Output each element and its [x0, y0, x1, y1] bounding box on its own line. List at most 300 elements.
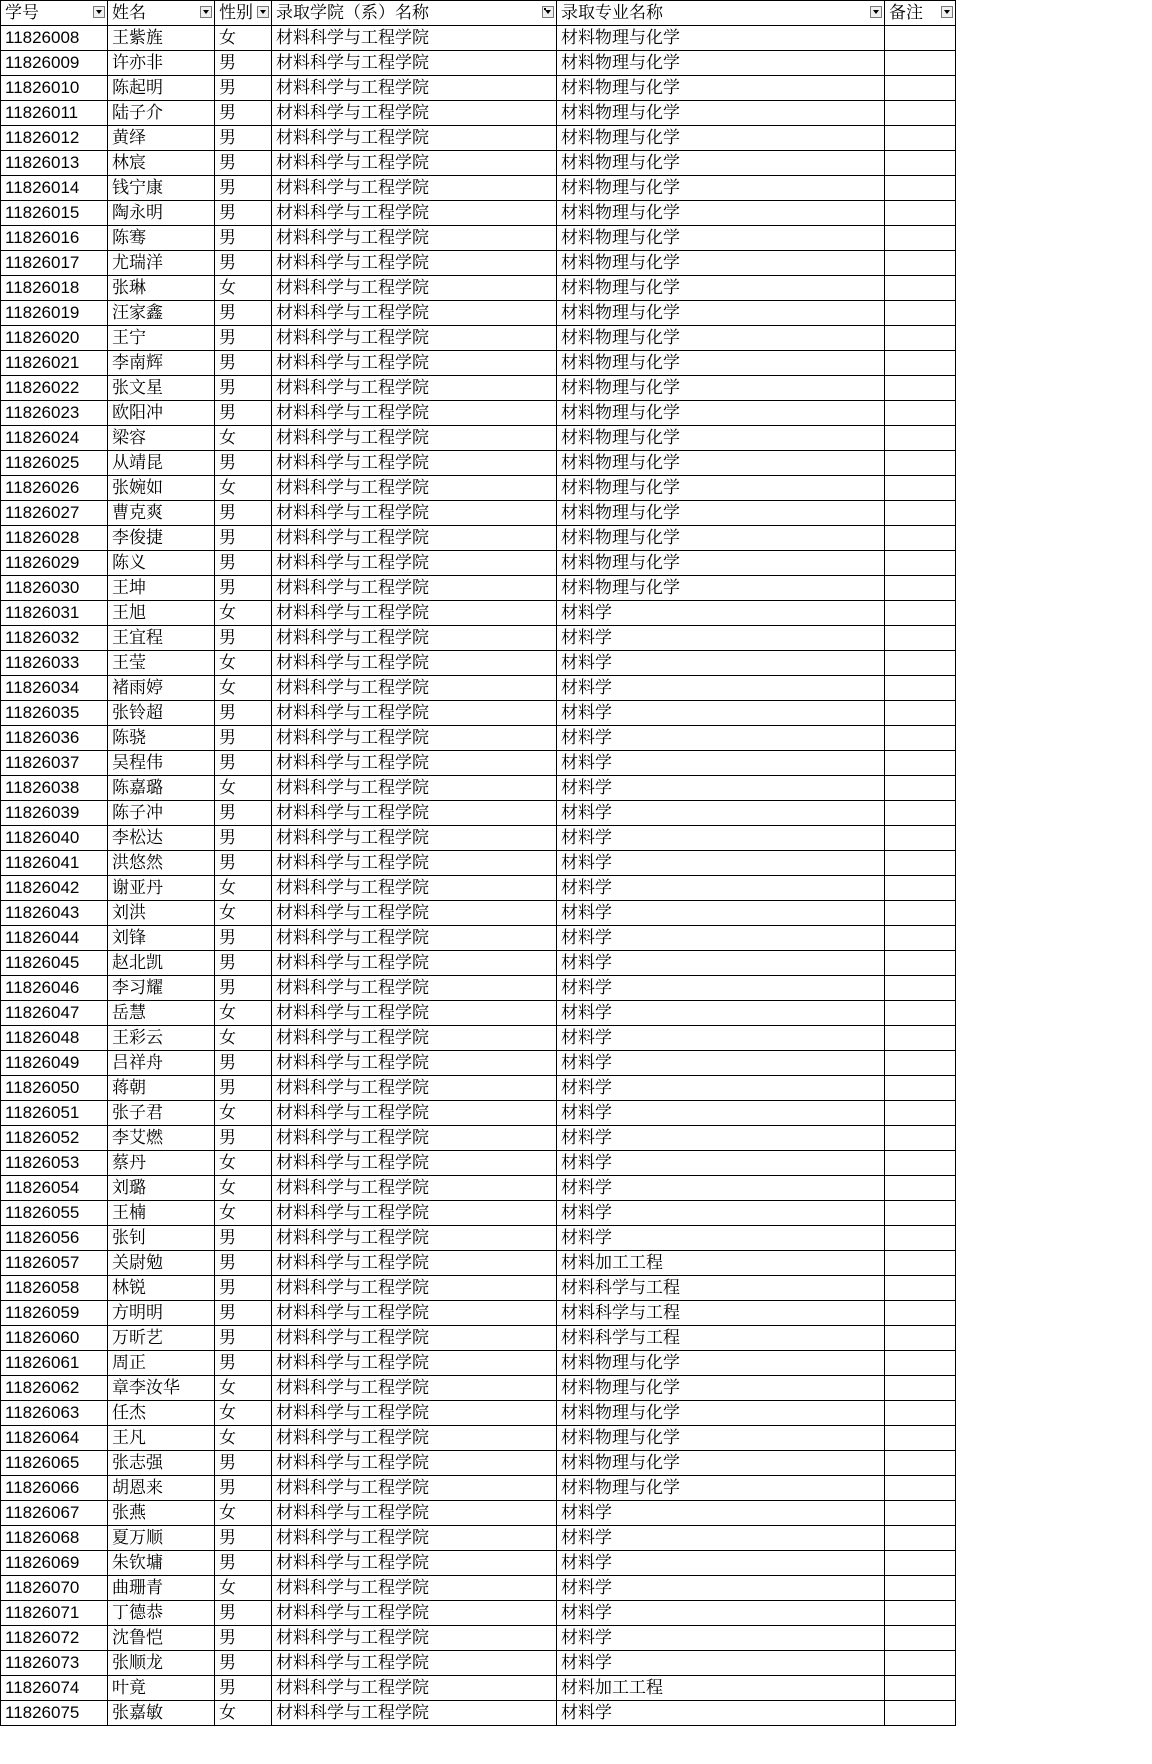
cell-gender[interactable]: 男: [215, 1126, 272, 1151]
cell-student-id[interactable]: 11826059: [1, 1301, 108, 1326]
cell-gender[interactable]: 女: [215, 1026, 272, 1051]
cell-remarks[interactable]: [885, 526, 956, 551]
cell-student-id[interactable]: 11826049: [1, 1051, 108, 1076]
cell-student-id[interactable]: 11826067: [1, 1501, 108, 1526]
cell-college[interactable]: 材料科学与工程学院: [272, 976, 557, 1001]
cell-gender[interactable]: 男: [215, 1076, 272, 1101]
cell-name[interactable]: 洪悠然: [108, 851, 215, 876]
cell-college[interactable]: 材料科学与工程学院: [272, 651, 557, 676]
cell-name[interactable]: 钱宁康: [108, 176, 215, 201]
cell-remarks[interactable]: [885, 1051, 956, 1076]
cell-name[interactable]: 王旭: [108, 601, 215, 626]
cell-remarks[interactable]: [885, 1201, 956, 1226]
cell-gender[interactable]: 男: [215, 576, 272, 601]
cell-college[interactable]: 材料科学与工程学院: [272, 1251, 557, 1276]
cell-student-id[interactable]: 11826055: [1, 1201, 108, 1226]
cell-name[interactable]: 王紫旌: [108, 26, 215, 51]
cell-gender[interactable]: 女: [215, 1176, 272, 1201]
cell-student-id[interactable]: 11826024: [1, 426, 108, 451]
cell-major[interactable]: 材料学: [557, 1601, 885, 1626]
cell-major[interactable]: 材料科学与工程: [557, 1326, 885, 1351]
cell-major[interactable]: 材料物理与化学: [557, 426, 885, 451]
cell-name[interactable]: 李艾燃: [108, 1126, 215, 1151]
cell-name[interactable]: 刘锋: [108, 926, 215, 951]
cell-major[interactable]: 材料物理与化学: [557, 526, 885, 551]
cell-remarks[interactable]: [885, 426, 956, 451]
cell-college[interactable]: 材料科学与工程学院: [272, 901, 557, 926]
cell-remarks[interactable]: [885, 201, 956, 226]
cell-major[interactable]: 材料物理与化学: [557, 1401, 885, 1426]
cell-student-id[interactable]: 11826074: [1, 1676, 108, 1701]
cell-college[interactable]: 材料科学与工程学院: [272, 1551, 557, 1576]
cell-college[interactable]: 材料科学与工程学院: [272, 1176, 557, 1201]
cell-name[interactable]: 李习耀: [108, 976, 215, 1001]
cell-gender[interactable]: 男: [215, 751, 272, 776]
cell-college[interactable]: 材料科学与工程学院: [272, 251, 557, 276]
cell-name[interactable]: 关尉勉: [108, 1251, 215, 1276]
cell-major[interactable]: 材料物理与化学: [557, 1351, 885, 1376]
cell-college[interactable]: 材料科学与工程学院: [272, 276, 557, 301]
cell-student-id[interactable]: 11826069: [1, 1551, 108, 1576]
cell-student-id[interactable]: 11826037: [1, 751, 108, 776]
cell-remarks[interactable]: [885, 626, 956, 651]
cell-major[interactable]: 材料物理与化学: [557, 76, 885, 101]
cell-major[interactable]: 材料学: [557, 1176, 885, 1201]
cell-student-id[interactable]: 11826043: [1, 901, 108, 926]
cell-student-id[interactable]: 11826015: [1, 201, 108, 226]
cell-student-id[interactable]: 11826027: [1, 501, 108, 526]
cell-college[interactable]: 材料科学与工程学院: [272, 1126, 557, 1151]
cell-major[interactable]: 材料科学与工程: [557, 1276, 885, 1301]
cell-remarks[interactable]: [885, 826, 956, 851]
cell-name[interactable]: 张燕: [108, 1501, 215, 1526]
cell-college[interactable]: 材料科学与工程学院: [272, 451, 557, 476]
cell-major[interactable]: 材料物理与化学: [557, 51, 885, 76]
cell-college[interactable]: 材料科学与工程学院: [272, 1401, 557, 1426]
cell-name[interactable]: 张文星: [108, 376, 215, 401]
cell-name[interactable]: 朱钦墉: [108, 1551, 215, 1576]
cell-college[interactable]: 材料科学与工程学院: [272, 476, 557, 501]
cell-student-id[interactable]: 11826068: [1, 1526, 108, 1551]
cell-remarks[interactable]: [885, 1001, 956, 1026]
cell-student-id[interactable]: 11826071: [1, 1601, 108, 1626]
cell-student-id[interactable]: 11826052: [1, 1126, 108, 1151]
cell-name[interactable]: 张婉如: [108, 476, 215, 501]
cell-name[interactable]: 张嘉敏: [108, 1701, 215, 1726]
cell-major[interactable]: 材料学: [557, 626, 885, 651]
cell-student-id[interactable]: 11826046: [1, 976, 108, 1001]
cell-major[interactable]: 材料物理与化学: [557, 301, 885, 326]
cell-major[interactable]: 材料学: [557, 901, 885, 926]
cell-college[interactable]: 材料科学与工程学院: [272, 1301, 557, 1326]
cell-student-id[interactable]: 11826023: [1, 401, 108, 426]
cell-remarks[interactable]: [885, 176, 956, 201]
cell-remarks[interactable]: [885, 51, 956, 76]
cell-college[interactable]: 材料科学与工程学院: [272, 1001, 557, 1026]
cell-name[interactable]: 曹克爽: [108, 501, 215, 526]
cell-gender[interactable]: 男: [215, 226, 272, 251]
cell-name[interactable]: 蔡丹: [108, 1151, 215, 1176]
cell-college[interactable]: 材料科学与工程学院: [272, 1451, 557, 1476]
filter-active-icon[interactable]: [542, 6, 554, 18]
filter-dropdown-icon[interactable]: [870, 6, 882, 18]
cell-major[interactable]: 材料学: [557, 601, 885, 626]
cell-name[interactable]: 欧阳冲: [108, 401, 215, 426]
cell-major[interactable]: 材料物理与化学: [557, 26, 885, 51]
cell-name[interactable]: 陆子介: [108, 101, 215, 126]
cell-major[interactable]: 材料物理与化学: [557, 376, 885, 401]
cell-remarks[interactable]: [885, 1476, 956, 1501]
cell-college[interactable]: 材料科学与工程学院: [272, 501, 557, 526]
cell-college[interactable]: 材料科学与工程学院: [272, 676, 557, 701]
cell-major[interactable]: 材料学: [557, 1651, 885, 1676]
cell-major[interactable]: 材料学: [557, 976, 885, 1001]
cell-major[interactable]: 材料物理与化学: [557, 226, 885, 251]
cell-remarks[interactable]: [885, 1501, 956, 1526]
cell-remarks[interactable]: [885, 576, 956, 601]
cell-major[interactable]: 材料学: [557, 701, 885, 726]
cell-major[interactable]: 材料物理与化学: [557, 351, 885, 376]
cell-remarks[interactable]: [885, 601, 956, 626]
cell-major[interactable]: 材料学: [557, 926, 885, 951]
cell-name[interactable]: 从靖昆: [108, 451, 215, 476]
cell-student-id[interactable]: 11826044: [1, 926, 108, 951]
cell-name[interactable]: 谢亚丹: [108, 876, 215, 901]
cell-student-id[interactable]: 11826041: [1, 851, 108, 876]
cell-student-id[interactable]: 11826048: [1, 1026, 108, 1051]
cell-major[interactable]: 材料学: [557, 1576, 885, 1601]
cell-gender[interactable]: 男: [215, 826, 272, 851]
cell-college[interactable]: 材料科学与工程学院: [272, 1526, 557, 1551]
cell-major[interactable]: 材料物理与化学: [557, 401, 885, 426]
cell-college[interactable]: 材料科学与工程学院: [272, 101, 557, 126]
cell-gender[interactable]: 男: [215, 1276, 272, 1301]
cell-major[interactable]: 材料物理与化学: [557, 551, 885, 576]
cell-name[interactable]: 夏万顺: [108, 1526, 215, 1551]
cell-major[interactable]: 材料科学与工程: [557, 1301, 885, 1326]
cell-student-id[interactable]: 11826013: [1, 151, 108, 176]
cell-major[interactable]: 材料学: [557, 1001, 885, 1026]
cell-name[interactable]: 沈鲁恺: [108, 1626, 215, 1651]
cell-remarks[interactable]: [885, 676, 956, 701]
cell-student-id[interactable]: 11826036: [1, 726, 108, 751]
cell-college[interactable]: 材料科学与工程学院: [272, 1651, 557, 1676]
cell-college[interactable]: 材料科学与工程学院: [272, 626, 557, 651]
cell-remarks[interactable]: [885, 1676, 956, 1701]
cell-remarks[interactable]: [885, 751, 956, 776]
cell-college[interactable]: 材料科学与工程学院: [272, 876, 557, 901]
cell-major[interactable]: 材料学: [557, 676, 885, 701]
cell-student-id[interactable]: 11826011: [1, 101, 108, 126]
cell-name[interactable]: 许亦非: [108, 51, 215, 76]
cell-remarks[interactable]: [885, 1126, 956, 1151]
cell-college[interactable]: 材料科学与工程学院: [272, 51, 557, 76]
cell-college[interactable]: 材料科学与工程学院: [272, 1326, 557, 1351]
cell-college[interactable]: 材料科学与工程学院: [272, 801, 557, 826]
cell-gender[interactable]: 女: [215, 776, 272, 801]
cell-remarks[interactable]: [885, 1276, 956, 1301]
cell-gender[interactable]: 男: [215, 976, 272, 1001]
cell-gender[interactable]: 女: [215, 1501, 272, 1526]
cell-gender[interactable]: 男: [215, 501, 272, 526]
cell-major[interactable]: 材料学: [557, 826, 885, 851]
cell-college[interactable]: 材料科学与工程学院: [272, 851, 557, 876]
cell-gender[interactable]: 男: [215, 1451, 272, 1476]
cell-remarks[interactable]: [885, 1176, 956, 1201]
cell-remarks[interactable]: [885, 76, 956, 101]
cell-remarks[interactable]: [885, 1651, 956, 1676]
cell-name[interactable]: 章李汝华: [108, 1376, 215, 1401]
cell-student-id[interactable]: 11826031: [1, 601, 108, 626]
cell-gender[interactable]: 男: [215, 201, 272, 226]
cell-gender[interactable]: 男: [215, 726, 272, 751]
cell-name[interactable]: 张志强: [108, 1451, 215, 1476]
cell-college[interactable]: 材料科学与工程学院: [272, 776, 557, 801]
cell-student-id[interactable]: 11826017: [1, 251, 108, 276]
cell-major[interactable]: 材料学: [557, 1101, 885, 1126]
cell-remarks[interactable]: [885, 1551, 956, 1576]
cell-remarks[interactable]: [885, 26, 956, 51]
cell-student-id[interactable]: 11826050: [1, 1076, 108, 1101]
cell-major[interactable]: 材料学: [557, 1226, 885, 1251]
cell-remarks[interactable]: [885, 801, 956, 826]
cell-major[interactable]: 材料学: [557, 1201, 885, 1226]
cell-college[interactable]: 材料科学与工程学院: [272, 326, 557, 351]
cell-student-id[interactable]: 11826009: [1, 51, 108, 76]
cell-remarks[interactable]: [885, 1426, 956, 1451]
cell-name[interactable]: 胡恩来: [108, 1476, 215, 1501]
cell-student-id[interactable]: 11826035: [1, 701, 108, 726]
cell-remarks[interactable]: [885, 1251, 956, 1276]
cell-remarks[interactable]: [885, 901, 956, 926]
cell-college[interactable]: 材料科学与工程学院: [272, 826, 557, 851]
cell-remarks[interactable]: [885, 301, 956, 326]
cell-college[interactable]: 材料科学与工程学院: [272, 376, 557, 401]
cell-name[interactable]: 岳慧: [108, 1001, 215, 1026]
cell-student-id[interactable]: 11826065: [1, 1451, 108, 1476]
cell-student-id[interactable]: 11826054: [1, 1176, 108, 1201]
cell-gender[interactable]: 女: [215, 901, 272, 926]
cell-gender[interactable]: 男: [215, 1601, 272, 1626]
cell-student-id[interactable]: 11826042: [1, 876, 108, 901]
cell-major[interactable]: 材料物理与化学: [557, 201, 885, 226]
cell-name[interactable]: 张顺龙: [108, 1651, 215, 1676]
cell-gender[interactable]: 男: [215, 1676, 272, 1701]
cell-college[interactable]: 材料科学与工程学院: [272, 151, 557, 176]
cell-student-id[interactable]: 11826022: [1, 376, 108, 401]
cell-remarks[interactable]: [885, 1526, 956, 1551]
cell-remarks[interactable]: [885, 1351, 956, 1376]
cell-remarks[interactable]: [885, 951, 956, 976]
cell-major[interactable]: 材料学: [557, 1626, 885, 1651]
cell-college[interactable]: 材料科学与工程学院: [272, 126, 557, 151]
cell-college[interactable]: 材料科学与工程学院: [272, 1051, 557, 1076]
cell-student-id[interactable]: 11826062: [1, 1376, 108, 1401]
cell-remarks[interactable]: [885, 1451, 956, 1476]
cell-college[interactable]: 材料科学与工程学院: [272, 1701, 557, 1726]
filter-dropdown-icon[interactable]: [200, 6, 212, 18]
cell-gender[interactable]: 男: [215, 1051, 272, 1076]
cell-college[interactable]: 材料科学与工程学院: [272, 426, 557, 451]
cell-remarks[interactable]: [885, 326, 956, 351]
cell-name[interactable]: 叶竟: [108, 1676, 215, 1701]
cell-college[interactable]: 材料科学与工程学院: [272, 726, 557, 751]
cell-remarks[interactable]: [885, 1401, 956, 1426]
cell-major[interactable]: 材料物理与化学: [557, 1426, 885, 1451]
cell-major[interactable]: 材料学: [557, 801, 885, 826]
cell-major[interactable]: 材料学: [557, 876, 885, 901]
cell-college[interactable]: 材料科学与工程学院: [272, 1376, 557, 1401]
cell-gender[interactable]: 男: [215, 951, 272, 976]
cell-major[interactable]: 材料物理与化学: [557, 326, 885, 351]
cell-gender[interactable]: 男: [215, 551, 272, 576]
cell-name[interactable]: 蒋朝: [108, 1076, 215, 1101]
cell-student-id[interactable]: 11826056: [1, 1226, 108, 1251]
cell-major[interactable]: 材料学: [557, 1076, 885, 1101]
cell-gender[interactable]: 男: [215, 526, 272, 551]
filter-dropdown-icon[interactable]: [93, 6, 105, 18]
cell-major[interactable]: 材料物理与化学: [557, 126, 885, 151]
cell-gender[interactable]: 男: [215, 51, 272, 76]
cell-student-id[interactable]: 11826020: [1, 326, 108, 351]
cell-name[interactable]: 丁德恭: [108, 1601, 215, 1626]
cell-remarks[interactable]: [885, 976, 956, 1001]
cell-student-id[interactable]: 11826047: [1, 1001, 108, 1026]
cell-gender[interactable]: 男: [215, 626, 272, 651]
cell-major[interactable]: 材料学: [557, 1026, 885, 1051]
cell-major[interactable]: 材料学: [557, 651, 885, 676]
cell-college[interactable]: 材料科学与工程学院: [272, 401, 557, 426]
cell-student-id[interactable]: 11826072: [1, 1626, 108, 1651]
cell-student-id[interactable]: 11826019: [1, 301, 108, 326]
cell-student-id[interactable]: 11826058: [1, 1276, 108, 1301]
cell-gender[interactable]: 女: [215, 1576, 272, 1601]
cell-remarks[interactable]: [885, 1076, 956, 1101]
cell-major[interactable]: 材料学: [557, 776, 885, 801]
cell-remarks[interactable]: [885, 651, 956, 676]
cell-student-id[interactable]: 11826014: [1, 176, 108, 201]
cell-remarks[interactable]: [885, 1376, 956, 1401]
cell-major[interactable]: 材料物理与化学: [557, 251, 885, 276]
cell-name[interactable]: 褚雨婷: [108, 676, 215, 701]
cell-remarks[interactable]: [885, 351, 956, 376]
cell-college[interactable]: 材料科学与工程学院: [272, 351, 557, 376]
cell-gender[interactable]: 男: [215, 351, 272, 376]
cell-gender[interactable]: 男: [215, 851, 272, 876]
cell-student-id[interactable]: 11826039: [1, 801, 108, 826]
cell-college[interactable]: 材料科学与工程学院: [272, 926, 557, 951]
cell-name[interactable]: 陈骁: [108, 726, 215, 751]
cell-gender[interactable]: 男: [215, 1251, 272, 1276]
cell-student-id[interactable]: 11826060: [1, 1326, 108, 1351]
cell-remarks[interactable]: [885, 1151, 956, 1176]
cell-remarks[interactable]: [885, 1601, 956, 1626]
cell-college[interactable]: 材料科学与工程学院: [272, 1426, 557, 1451]
cell-name[interactable]: 刘洪: [108, 901, 215, 926]
cell-major[interactable]: 材料学: [557, 1501, 885, 1526]
cell-name[interactable]: 王莹: [108, 651, 215, 676]
cell-remarks[interactable]: [885, 126, 956, 151]
cell-college[interactable]: 材料科学与工程学院: [272, 201, 557, 226]
cell-gender[interactable]: 男: [215, 326, 272, 351]
cell-major[interactable]: 材料物理与化学: [557, 176, 885, 201]
cell-student-id[interactable]: 11826066: [1, 1476, 108, 1501]
cell-gender[interactable]: 男: [215, 1301, 272, 1326]
cell-gender[interactable]: 男: [215, 1226, 272, 1251]
cell-student-id[interactable]: 11826030: [1, 576, 108, 601]
cell-major[interactable]: 材料物理与化学: [557, 151, 885, 176]
cell-major[interactable]: 材料学: [557, 951, 885, 976]
cell-name[interactable]: 陈义: [108, 551, 215, 576]
cell-college[interactable]: 材料科学与工程学院: [272, 751, 557, 776]
cell-name[interactable]: 林宸: [108, 151, 215, 176]
cell-remarks[interactable]: [885, 151, 956, 176]
cell-major[interactable]: 材料学: [557, 1151, 885, 1176]
cell-college[interactable]: 材料科学与工程学院: [272, 1476, 557, 1501]
cell-student-id[interactable]: 11826064: [1, 1426, 108, 1451]
cell-name[interactable]: 王楠: [108, 1201, 215, 1226]
cell-student-id[interactable]: 11826018: [1, 276, 108, 301]
cell-gender[interactable]: 女: [215, 1201, 272, 1226]
cell-college[interactable]: 材料科学与工程学院: [272, 1601, 557, 1626]
cell-college[interactable]: 材料科学与工程学院: [272, 26, 557, 51]
cell-student-id[interactable]: 11826026: [1, 476, 108, 501]
cell-student-id[interactable]: 11826075: [1, 1701, 108, 1726]
cell-remarks[interactable]: [885, 101, 956, 126]
cell-college[interactable]: 材料科学与工程学院: [272, 1576, 557, 1601]
cell-college[interactable]: 材料科学与工程学院: [272, 76, 557, 101]
cell-name[interactable]: 方明明: [108, 1301, 215, 1326]
cell-gender[interactable]: 女: [215, 26, 272, 51]
cell-college[interactable]: 材料科学与工程学院: [272, 1076, 557, 1101]
cell-college[interactable]: 材料科学与工程学院: [272, 551, 557, 576]
cell-remarks[interactable]: [885, 551, 956, 576]
cell-college[interactable]: 材料科学与工程学院: [272, 601, 557, 626]
cell-gender[interactable]: 男: [215, 926, 272, 951]
cell-remarks[interactable]: [885, 251, 956, 276]
cell-name[interactable]: 李松达: [108, 826, 215, 851]
cell-gender[interactable]: 女: [215, 876, 272, 901]
cell-student-id[interactable]: 11826008: [1, 26, 108, 51]
cell-student-id[interactable]: 11826029: [1, 551, 108, 576]
cell-remarks[interactable]: [885, 701, 956, 726]
cell-student-id[interactable]: 11826045: [1, 951, 108, 976]
cell-major[interactable]: 材料物理与化学: [557, 101, 885, 126]
cell-remarks[interactable]: [885, 226, 956, 251]
cell-major[interactable]: 材料学: [557, 726, 885, 751]
cell-name[interactable]: 赵北凯: [108, 951, 215, 976]
cell-student-id[interactable]: 11826021: [1, 351, 108, 376]
cell-remarks[interactable]: [885, 776, 956, 801]
cell-gender[interactable]: 女: [215, 1376, 272, 1401]
cell-name[interactable]: 王凡: [108, 1426, 215, 1451]
cell-major[interactable]: 材料物理与化学: [557, 476, 885, 501]
cell-major[interactable]: 材料物理与化学: [557, 1476, 885, 1501]
cell-college[interactable]: 材料科学与工程学院: [272, 1626, 557, 1651]
cell-college[interactable]: 材料科学与工程学院: [272, 1101, 557, 1126]
cell-remarks[interactable]: [885, 926, 956, 951]
cell-major[interactable]: 材料学: [557, 751, 885, 776]
cell-name[interactable]: 梁容: [108, 426, 215, 451]
cell-name[interactable]: 陈嘉璐: [108, 776, 215, 801]
cell-remarks[interactable]: [885, 1101, 956, 1126]
cell-gender[interactable]: 男: [215, 701, 272, 726]
cell-gender[interactable]: 女: [215, 476, 272, 501]
cell-major[interactable]: 材料物理与化学: [557, 576, 885, 601]
cell-major[interactable]: 材料加工工程: [557, 1251, 885, 1276]
filter-dropdown-icon[interactable]: [941, 6, 953, 18]
cell-student-id[interactable]: 11826025: [1, 451, 108, 476]
